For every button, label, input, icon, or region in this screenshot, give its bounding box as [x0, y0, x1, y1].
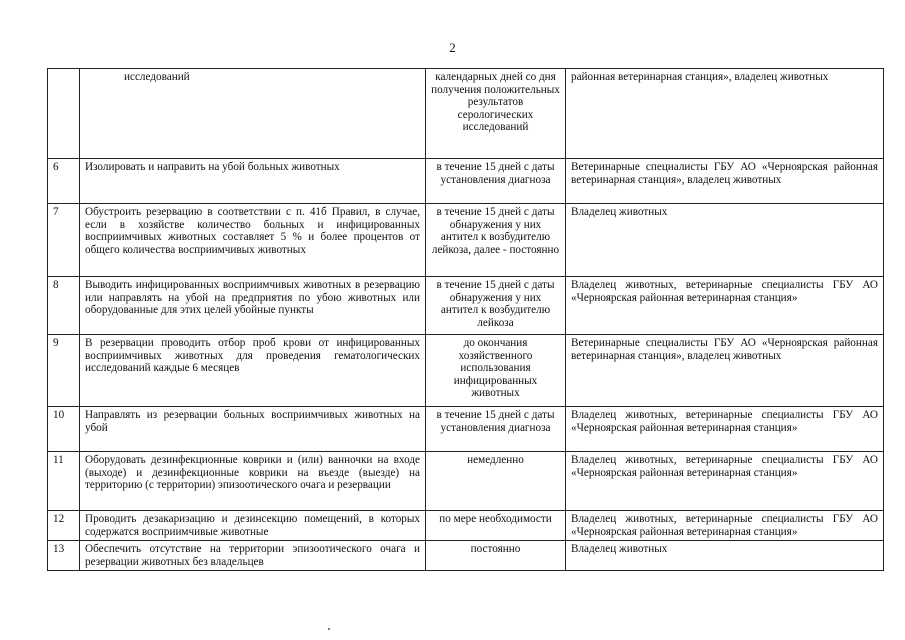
- measure-cell: Обустроить резервацию в соответствии с п. 41б Правил, в случае, если в хозяйстве количество больных и инфицированных восприимчивых животных составляет 5 % и более процентов от общего количества восприимчивых животных: [80, 204, 426, 277]
- responsible-cell: Владелец животных, ветеринарные специалисты ГБУ АО «Черноярская районная ветеринарная станция»: [566, 511, 884, 541]
- responsible-cell: Ветеринарные специалисты ГБУ АО «Черноярская районная ветеринарная станция», владелец животных: [566, 335, 884, 407]
- table-row: [48, 159, 884, 204]
- row-number: 7: [48, 204, 80, 277]
- row-number: 13: [48, 541, 80, 571]
- row-number: 6: [48, 159, 80, 204]
- table-row: [48, 511, 884, 541]
- measure-cell: Проводить дезакаризацию и дезинсекцию помещений, в которых содержатся восприимчивые животные: [80, 511, 426, 541]
- term-cell: календарных дней со дня получения положительных результатов серологических исследований: [426, 69, 566, 159]
- row-number: 12: [48, 511, 80, 541]
- term-cell: в течение 15 дней с даты обнаружения у них антител к возбудителю лейкоза: [426, 277, 566, 335]
- term-cell: до окончания хозяйственного использования инфицированных животных: [426, 335, 566, 407]
- measure-cell: Направлять из резервации больных восприимчивых животных на убой: [80, 407, 426, 452]
- row-number: 9: [48, 335, 80, 407]
- table-row: [48, 541, 884, 571]
- responsible-cell: Владелец животных: [566, 541, 884, 571]
- page-number: 2: [449, 40, 456, 55]
- responsible-cell: районная ветеринарная станция», владелец животных: [566, 69, 884, 159]
- measure-cell: Изолировать и направить на убой больных животных: [80, 159, 426, 204]
- measure-cell: Выводить инфицированных восприимчивых животных в резервацию или направлять на убой на предприятия по убою животных или оборудованные для этих целей убойные пункты: [80, 277, 426, 335]
- responsible-cell: Владелец животных, ветеринарные специалисты ГБУ АО «Черноярская районная ветеринарная станция»: [566, 407, 884, 452]
- term-cell: в течение 15 дней с даты обнаружения у них антител к возбудителю лейкоза, далее - постоянно: [426, 204, 566, 277]
- responsible-cell: Ветеринарные специалисты ГБУ АО «Черноярская районная ветеринарная станция», владелец животных: [566, 159, 884, 204]
- responsible-cell: Владелец животных, ветеринарные специалисты ГБУ АО «Черноярская районная ветеринарная станция»: [566, 277, 884, 335]
- term-cell: немедленно: [426, 452, 566, 511]
- term-cell: в течение 15 дней с даты установления диагноза: [426, 159, 566, 204]
- term-cell: по мере необходимости: [426, 511, 566, 541]
- measure-cell: Обеспечить отсутствие на территории эпизоотического очага и резервации животных без владельцев: [80, 541, 426, 571]
- row-number: [48, 69, 80, 159]
- term-cell: постоянно: [426, 541, 566, 571]
- scan-speck: [328, 628, 330, 630]
- table-row: [48, 335, 884, 407]
- row-number: 11: [48, 452, 80, 511]
- term-cell: в течение 15 дней с даты установления диагноза: [426, 407, 566, 452]
- table-row: [48, 69, 884, 159]
- table-row: [48, 204, 884, 277]
- table-row: [48, 407, 884, 452]
- measure-cell: В резервации проводить отбор проб крови от инфицированных восприимчивых животных для проведения гематологических исследований каждые 6 месяцев: [80, 335, 426, 407]
- table-row: [48, 277, 884, 335]
- measures-table: [47, 68, 884, 571]
- responsible-cell: Владелец животных, ветеринарные специалисты ГБУ АО «Черноярская районная ветеринарная станция»: [566, 452, 884, 511]
- measure-cell: Оборудовать дезинфекционные коврики и (или) ванночки на входе (выходе) и дезинфекционные коврики на въезде (выезде) на территорию (с территории) эпизоотического очага и резервации: [80, 452, 426, 511]
- responsible-cell: Владелец животных: [566, 204, 884, 277]
- table-row: [48, 452, 884, 511]
- measure-cell: исследований: [80, 69, 426, 159]
- row-number: 8: [48, 277, 80, 335]
- row-number: 10: [48, 407, 80, 452]
